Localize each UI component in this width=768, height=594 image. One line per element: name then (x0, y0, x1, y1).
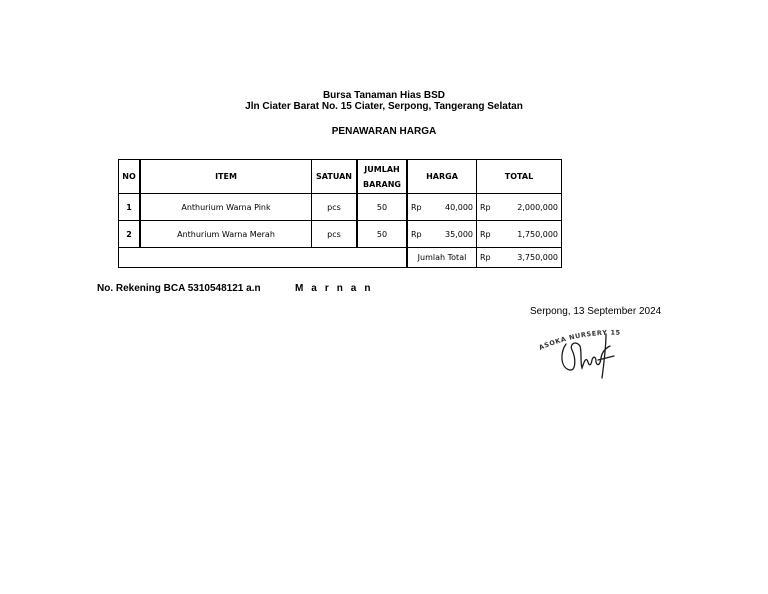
row-harga (407, 221, 477, 248)
row-total-amount: 2,000,000 (517, 202, 558, 212)
total-row-spacer (119, 248, 408, 268)
bank-account: No. Rekening BCA 5310548121 a.n (97, 283, 261, 294)
document-title: PENAWARAN HARGA (331, 126, 437, 137)
header-item: ITEM (140, 160, 312, 194)
header-harga: HARGA (407, 160, 477, 194)
total-label: Jumlah Total (407, 248, 477, 268)
header-jumlah-line1: JUMLAH (364, 164, 400, 174)
row-jumlah: 50 (357, 194, 407, 221)
row-total (477, 221, 562, 248)
row-item: Anthurium Warna Merah (140, 221, 312, 248)
header-satuan: SATUAN (312, 160, 358, 194)
row-harga-currency: Rp (411, 229, 422, 239)
row-no: 1 (119, 194, 141, 221)
price-quote-table (118, 159, 562, 268)
place-and-date: Serpong, 13 September 2024 (530, 306, 662, 317)
row-total-currency: Rp (480, 229, 491, 239)
row-harga-amount: 40,000 (445, 202, 473, 212)
header-jumlah-line2: BARANG (363, 179, 401, 189)
signature-stamp (536, 322, 646, 382)
header-jumlah-barang (357, 160, 407, 194)
row-harga-amount: 35,000 (445, 229, 473, 239)
row-no: 2 (119, 221, 141, 248)
header-total: TOTAL (477, 160, 562, 194)
stamp-text: ASOKA NURSERY 15 (537, 328, 621, 352)
header-no: NO (119, 160, 141, 194)
row-satuan: pcs (312, 221, 358, 248)
grand-total-amount: 3,750,000 (517, 253, 558, 262)
company-name: Bursa Tanaman Hias BSD (322, 90, 446, 101)
table-row (119, 194, 562, 221)
grand-total-currency: Rp (480, 253, 491, 262)
row-item: Anthurium Warna Pink (140, 194, 312, 221)
grand-total (477, 248, 562, 268)
row-satuan: pcs (312, 194, 358, 221)
row-harga (407, 194, 477, 221)
company-address: Jln Ciater Barat No. 15 Ciater, Serpong, Tangerang Selatan (245, 101, 523, 112)
row-jumlah: 50 (357, 221, 407, 248)
row-total-amount: 1,750,000 (517, 229, 558, 239)
total-row (119, 248, 562, 268)
row-harga-currency: Rp (411, 202, 422, 212)
account-holder-name: M a r n a n (295, 283, 374, 294)
table-header-row (119, 160, 562, 194)
row-total-currency: Rp (480, 202, 491, 212)
row-total (477, 194, 562, 221)
table-row (119, 221, 562, 248)
